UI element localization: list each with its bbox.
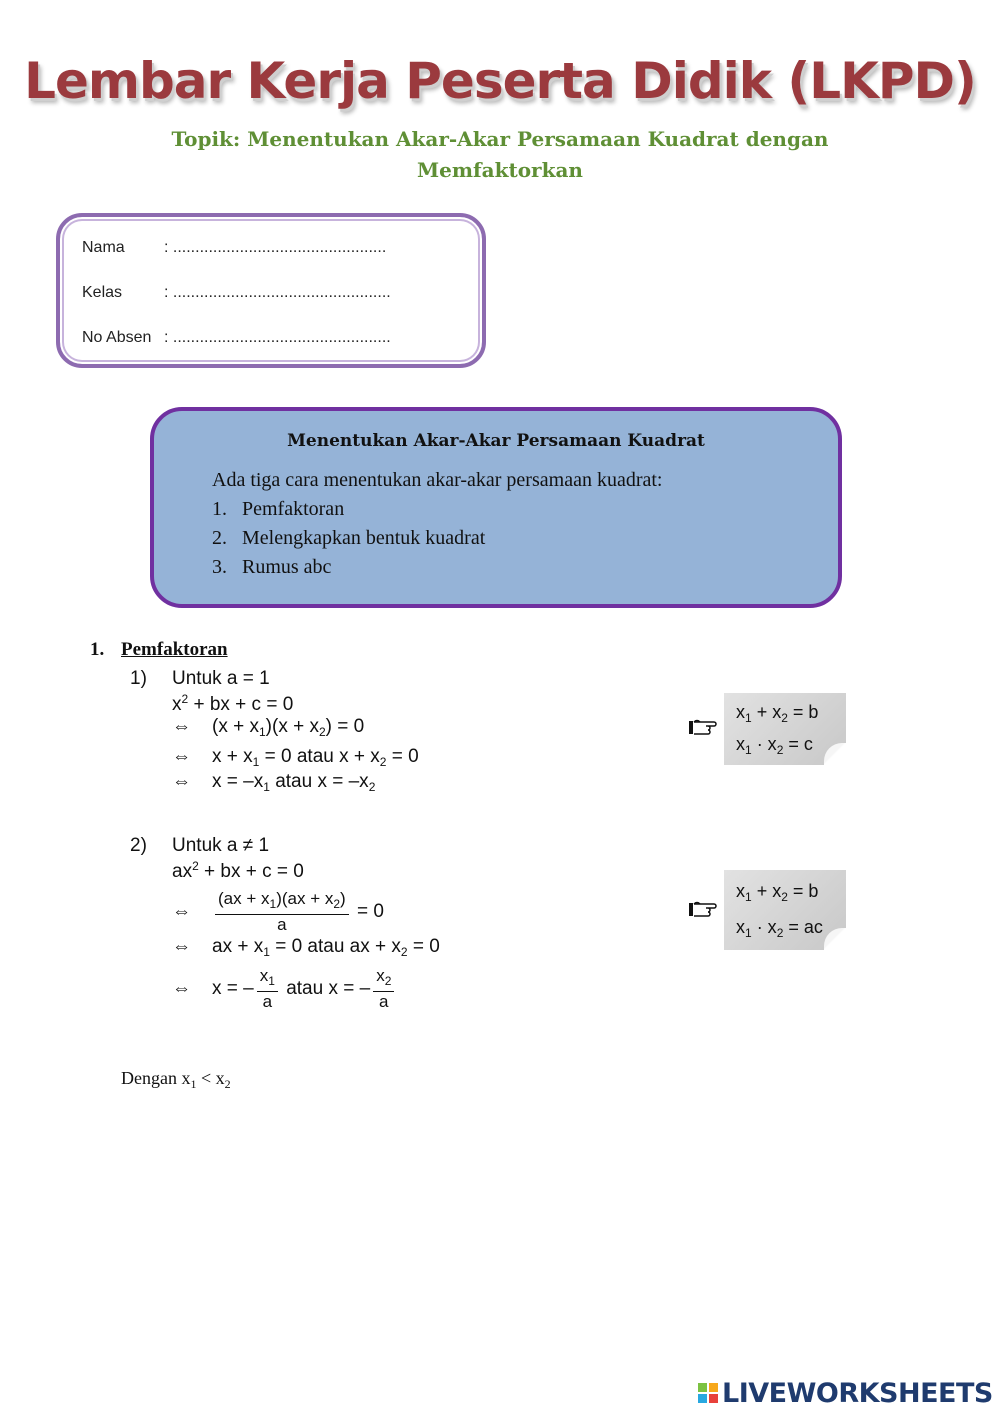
case2-heading: Untuk a ≠ 1 <box>172 835 270 856</box>
logo-grid-icon <box>698 1383 718 1403</box>
iff-arrow: ⇔ <box>172 936 191 957</box>
info-item-text: Pemfaktoran <box>242 498 345 520</box>
iff-arrow: ⇔ <box>172 746 191 767</box>
class-field[interactable]: : ................................................. <box>164 284 391 301</box>
pointing-hand-icon <box>688 716 722 738</box>
topic-line-2: Memfaktorkan <box>417 158 583 182</box>
iff-arrow: ⇔ <box>172 978 191 1000</box>
case1-step-1: ⇔ $(x + x_1)(x + x_2) = 0$ <box>172 716 365 739</box>
case2-label: 2) <box>130 835 147 856</box>
fraction: $\frac{(ax + x_1)(ax + x_2)}{a}$ <box>215 889 349 935</box>
info-intro: Ada tiga cara menentukan akar-akar persamaan kuadrat: <box>212 469 663 491</box>
iff-arrow: ⇔ <box>172 771 191 792</box>
fraction: $\frac{x_1}{a}$ <box>257 966 278 1012</box>
fraction: $\frac{x_2}{a}$ <box>373 966 394 1012</box>
section-title: Pemfaktoran <box>121 639 228 660</box>
case1-heading: Untuk a = 1 <box>172 668 270 689</box>
name-field[interactable]: : ................................................ <box>164 239 387 256</box>
info-title: Menentukan Akar-Akar Persamaan Kuadrat <box>287 431 705 451</box>
vieta-note-card-1 <box>724 693 846 765</box>
absen-label: No Absen <box>82 329 152 346</box>
case2-step-2: ⇔ ax + $x_1 = 0$ atau ax + $x_2 = 0$ <box>172 936 440 959</box>
info-item-text: Rumus abc <box>242 556 332 578</box>
section-number: 1. <box>90 639 105 660</box>
class-row[interactable] <box>82 284 391 302</box>
class-label: Kelas <box>82 284 123 301</box>
vieta-product: $x_1 \cdot x_2 = c$ <box>736 734 813 757</box>
info-item-1 <box>212 498 344 521</box>
eq-term: x <box>172 694 182 715</box>
case1-step-3: ⇔ $x = -x_1$ atau $x = -x_2$ <box>172 771 376 794</box>
vieta-sum: $x_1 + x_2 = b$ <box>736 702 819 725</box>
info-item-2 <box>212 527 485 550</box>
case1-equation: $x^2$ + bx + c = 0 <box>172 692 294 715</box>
footer-note: Dengan $x_1 < x_2$ <box>121 1068 231 1091</box>
case2-step-1: ⇔ $\frac{(ax + x_1)(ax + x_2)}{a}$ = 0 <box>172 889 384 934</box>
info-item-number: 1. <box>212 498 227 520</box>
info-box <box>150 407 842 608</box>
topic-line-1: Topik: Menentukan Akar-Akar Persamaan Kuadrat dengan <box>171 127 829 151</box>
vieta-product: $x_1 \cdot x_2$ = ac <box>736 917 823 940</box>
info-item-number: 2. <box>212 527 227 549</box>
case1-step-2: ⇔ $x + x_1 = 0$ atau $x + x_2 = 0$ <box>172 746 419 769</box>
iff-arrow: ⇔ <box>172 716 191 737</box>
liveworksheets-logo <box>698 1378 993 1408</box>
info-item-number: 3. <box>212 556 227 578</box>
vieta-note-card-2 <box>724 870 846 950</box>
section-heading <box>90 639 228 661</box>
name-row[interactable] <box>82 239 386 257</box>
eq-rest: + bx + c = 0 <box>188 694 294 715</box>
info-item-3 <box>212 556 331 579</box>
name-label: Nama <box>82 239 125 256</box>
topic-heading <box>130 124 870 186</box>
absen-field[interactable]: : ................................................. <box>164 329 391 346</box>
logo-text: LIVEWORKSHEETS <box>722 1377 993 1409</box>
case2-step-3: ⇔ x = – $\frac{x_1}{a}$ atau x = – $\frac{x_2}{a}$ <box>172 966 397 1012</box>
eq-rest: + bx + c = 0 <box>198 861 304 882</box>
identity-box <box>56 213 486 368</box>
page-title: Lembar Kerja Peserta Didik (LKPD) <box>24 52 976 110</box>
eq-term: ax <box>172 861 193 882</box>
iff-arrow: ⇔ <box>172 901 191 923</box>
absen-row[interactable] <box>82 329 391 347</box>
vieta-sum: $x_1 + x_2 = b$ <box>736 881 819 904</box>
info-item-text: Melengkapkan bentuk kuadrat <box>242 527 486 549</box>
pointing-hand-icon <box>688 898 722 920</box>
case1-label: 1) <box>130 668 147 689</box>
case2-equation: $ax^2$ + bx + c = 0 <box>172 859 304 882</box>
